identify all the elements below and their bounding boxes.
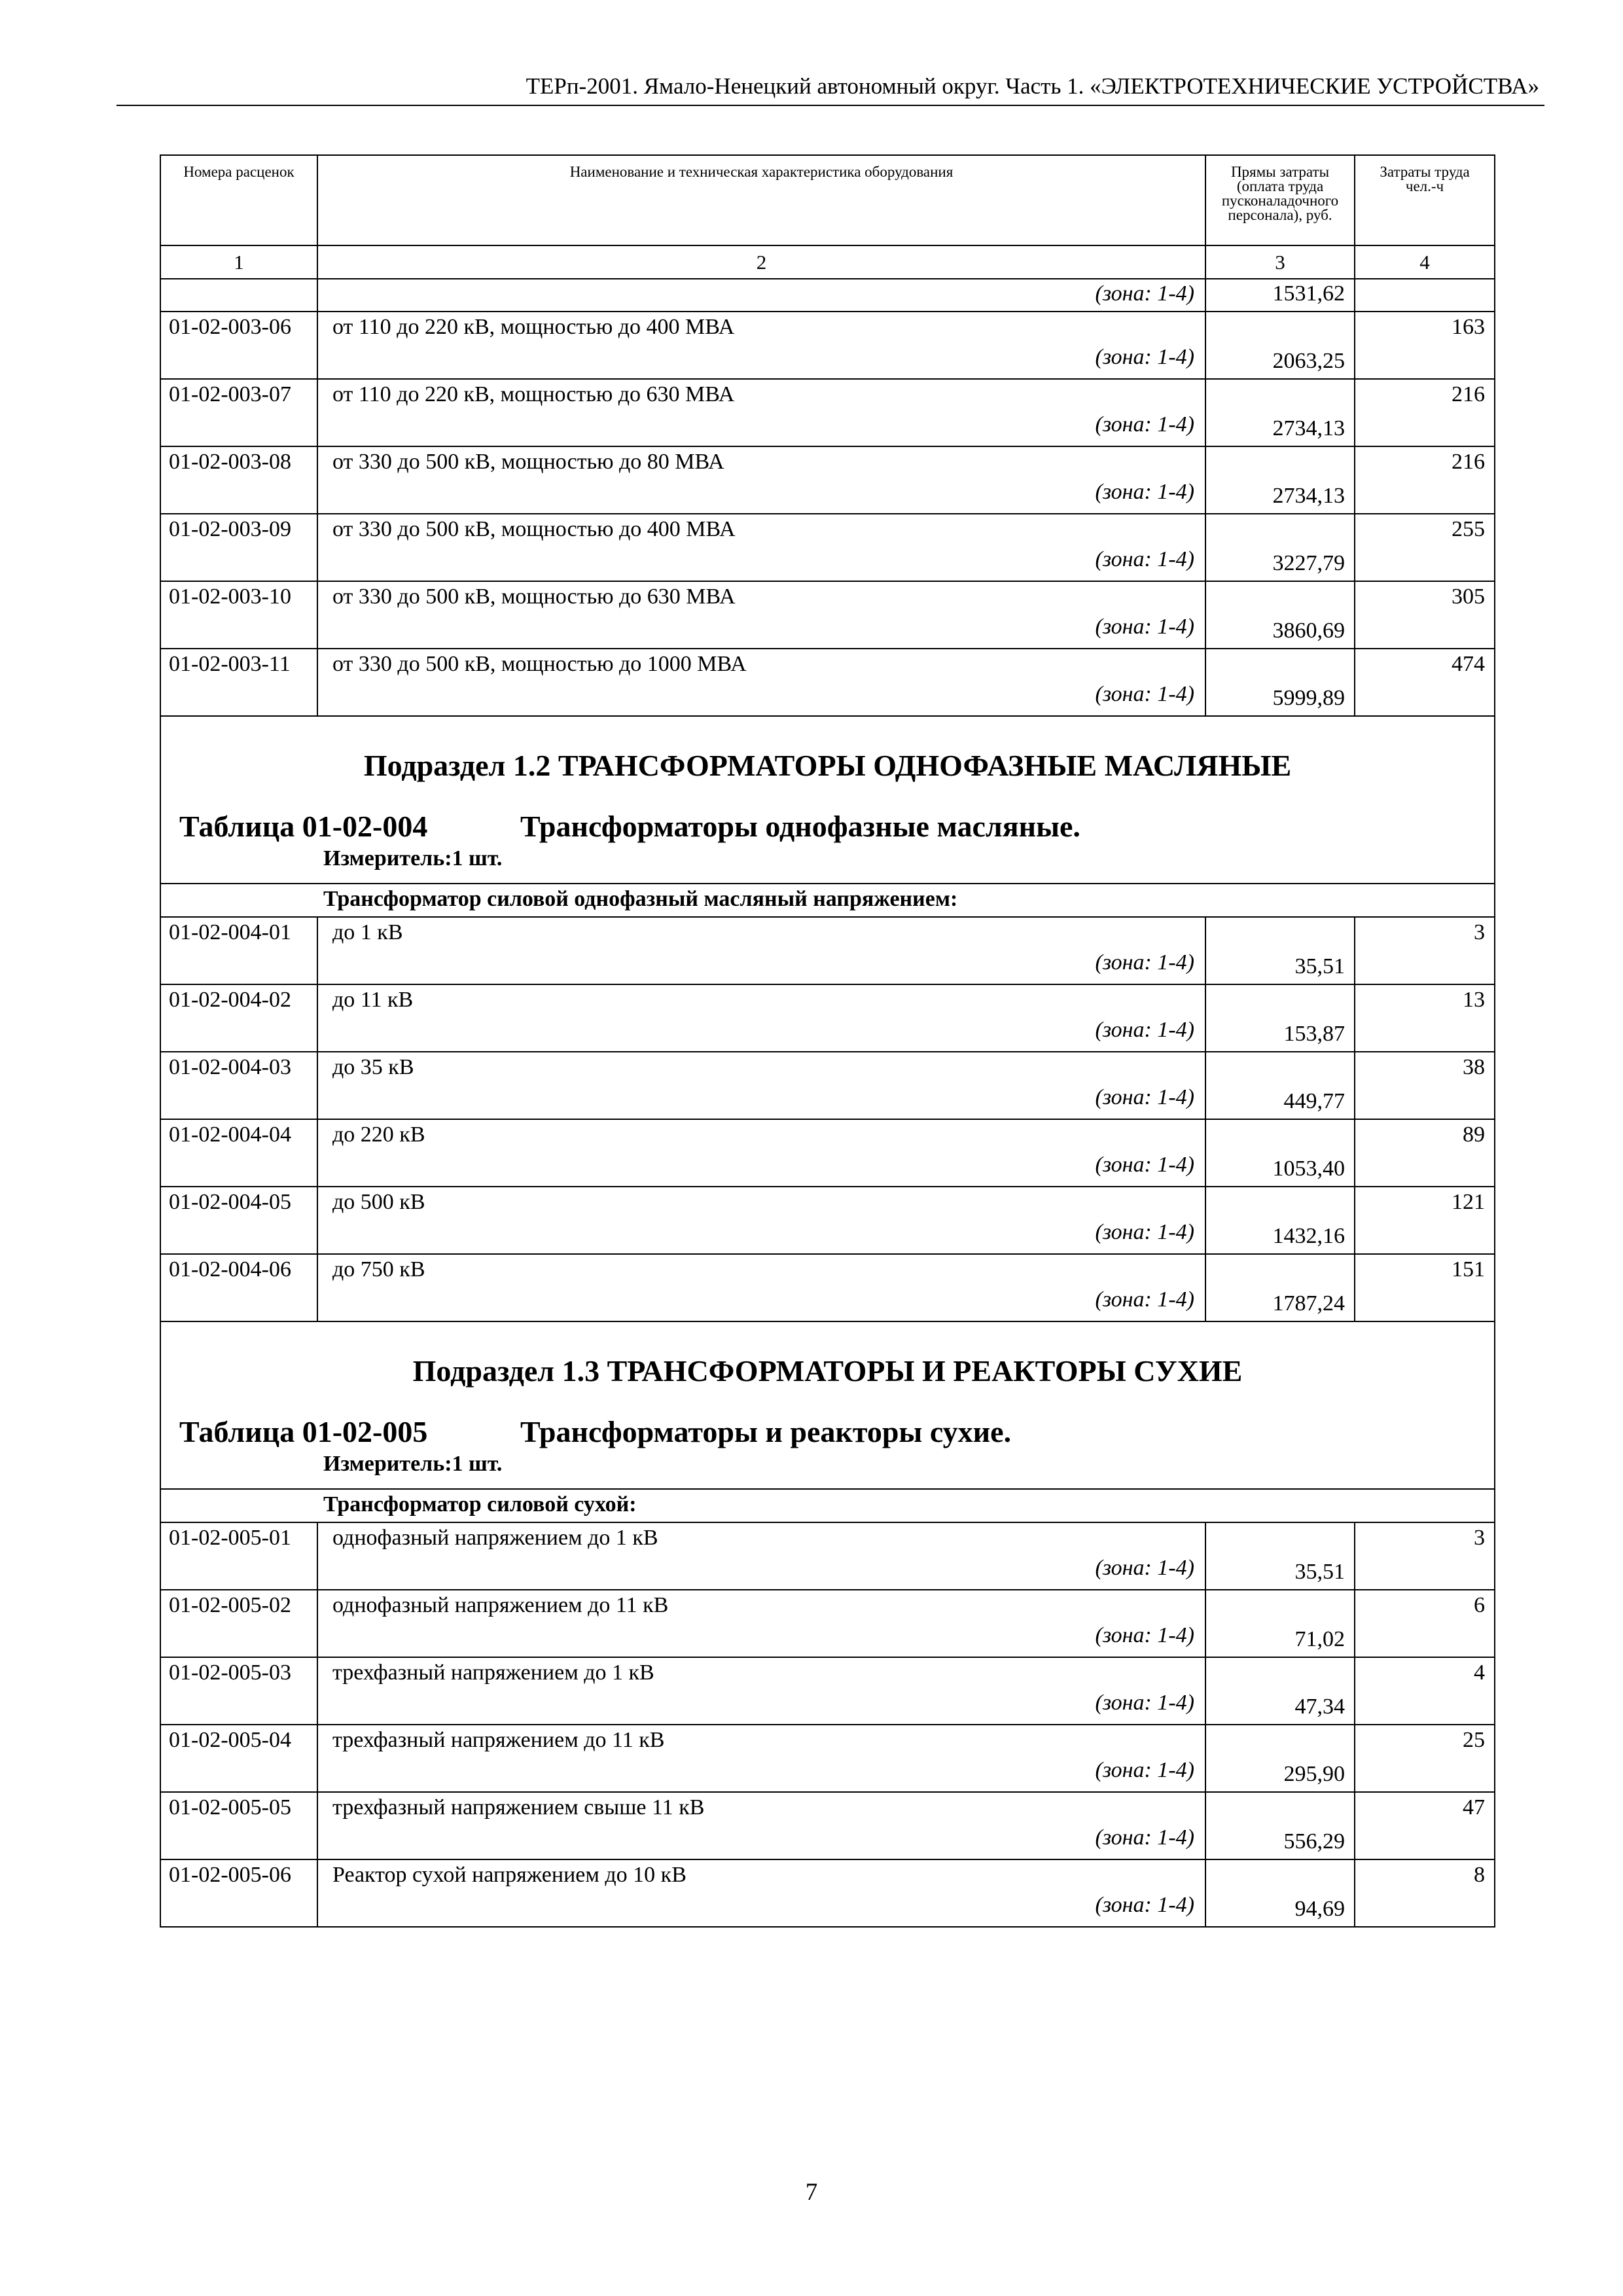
labor-cell [1355, 917, 1495, 984]
name-cell [317, 1052, 1205, 1119]
cost-cell [1205, 1859, 1355, 1927]
code-cell [160, 1522, 317, 1590]
rate-code: 01-02-004-02 [169, 988, 291, 1012]
continuation-row [160, 279, 1495, 312]
labor-cell [1355, 514, 1495, 581]
table-row [160, 1859, 1495, 1927]
cost-cell [1205, 1187, 1355, 1254]
equipment-name: от 110 до 220 кВ, мощностью до 630 МВА [332, 382, 735, 406]
cost-cell [1205, 279, 1355, 312]
name-cell [317, 446, 1205, 514]
labor-cell [1355, 1254, 1495, 1321]
labor-value: 38 [1463, 1055, 1485, 1079]
table-row [160, 514, 1495, 581]
cost-value: 3227,79 [1272, 551, 1345, 575]
labor-value: 47 [1463, 1795, 1485, 1820]
header-col-cost: Прямы затраты (оплата труда пусконаладочного персонала), руб. [1205, 155, 1355, 245]
table-row [160, 1657, 1495, 1725]
name-cell [317, 649, 1205, 716]
labor-value: 13 [1463, 988, 1485, 1012]
labor-cell [1355, 446, 1495, 514]
labor-cell [1355, 1725, 1495, 1792]
labor-cell [1355, 1187, 1495, 1254]
cost-value: 1531,62 [1272, 281, 1345, 306]
section-title: Подраздел 1.2 ТРАНСФОРМАТОРЫ ОДНОФАЗНЫЕ МАСЛЯНЫЕ [363, 749, 1292, 782]
cost-value: 35,51 [1294, 1560, 1345, 1584]
rate-code: 01-02-005-01 [169, 1526, 291, 1550]
labor-value: 151 [1452, 1257, 1485, 1282]
name-cell [317, 1522, 1205, 1590]
table-row [160, 1052, 1495, 1119]
labor-cell [1355, 1522, 1495, 1590]
labor-cell [1355, 649, 1495, 716]
table-row [160, 1187, 1495, 1254]
labor-cell [1355, 984, 1495, 1052]
rate-code: 01-02-003-11 [169, 652, 291, 676]
cost-cell [1205, 1522, 1355, 1590]
column-number: 1 [160, 245, 317, 279]
cost-cell [1205, 1590, 1355, 1657]
labor-value: 6 [1474, 1593, 1485, 1617]
cost-value: 1787,24 [1272, 1291, 1345, 1316]
equipment-name: до 750 кВ [332, 1257, 425, 1282]
zone-label: (зона: 1-4) [1095, 1220, 1194, 1244]
labor-cell [1355, 312, 1495, 379]
table-row [160, 379, 1495, 446]
code-cell [160, 1859, 317, 1927]
header-col-codes: Номера расценок [160, 155, 317, 245]
name-cell [317, 984, 1205, 1052]
labor-value: 8 [1474, 1863, 1485, 1887]
name-cell [317, 1187, 1205, 1254]
zone-label: (зона: 1-4) [1095, 345, 1194, 369]
table-row [160, 446, 1495, 514]
equipment-name: трехфазный напряжением до 11 кВ [332, 1728, 665, 1752]
zone-label: (зона: 1-4) [1095, 615, 1194, 639]
equipment-name: до 1 кВ [332, 920, 403, 944]
zone-label: (зона: 1-4) [1095, 1825, 1194, 1850]
equipment-name: однофазный напряжением до 1 кВ [332, 1526, 658, 1550]
name-cell [317, 581, 1205, 649]
group-label: Трансформатор силовой однофазный масляный напряжением: [323, 887, 958, 911]
labor-cell [1355, 1792, 1495, 1859]
rate-code: 01-02-003-10 [169, 584, 291, 609]
code-cell [160, 1254, 317, 1321]
table-row [160, 984, 1495, 1052]
section-title: Подраздел 1.3 ТРАНСФОРМАТОРЫ И РЕАКТОРЫ СУХИЕ [412, 1354, 1243, 1388]
rate-code: 01-02-005-04 [169, 1728, 291, 1752]
equipment-name: до 35 кВ [332, 1055, 414, 1079]
running-header [116, 73, 1544, 106]
zone-label: (зона: 1-4) [1095, 950, 1194, 975]
table-row [160, 581, 1495, 649]
measure-unit: Измеритель:1 шт. [323, 846, 503, 870]
zone-label: (зона: 1-4) [1095, 1018, 1194, 1042]
group-row [160, 884, 1495, 917]
zone-label: (зона: 1-4) [1095, 1287, 1194, 1312]
name-cell [317, 1792, 1205, 1859]
zone-label: (зона: 1-4) [1095, 412, 1194, 437]
equipment-name: от 330 до 500 кВ, мощностью до 80 МВА [332, 450, 724, 474]
labor-cell [1355, 1859, 1495, 1927]
zone-label: (зона: 1-4) [1095, 480, 1194, 504]
equipment-name: до 11 кВ [332, 988, 414, 1012]
labor-value: 216 [1452, 450, 1485, 474]
labor-value: 4 [1474, 1660, 1485, 1685]
labor-cell [1355, 1590, 1495, 1657]
cost-cell [1205, 649, 1355, 716]
table-003-rows [160, 312, 1495, 716]
header-col-labor: Затраты труда чел.-ч [1355, 155, 1495, 245]
rate-code: 01-02-003-08 [169, 450, 291, 474]
labor-value: 163 [1452, 315, 1485, 339]
cost-cell [1205, 1792, 1355, 1859]
code-cell [160, 379, 317, 446]
rate-code: 01-02-004-04 [169, 1122, 291, 1147]
cost-cell [1205, 1254, 1355, 1321]
table-row [160, 1119, 1495, 1187]
code-cell [160, 1725, 317, 1792]
cost-cell [1205, 1052, 1355, 1119]
labor-cell [1355, 1657, 1495, 1725]
code-cell [160, 1187, 317, 1254]
code-cell [160, 1792, 317, 1859]
equipment-name: трехфазный напряжением свыше 11 кВ [332, 1795, 705, 1820]
cost-cell [1205, 379, 1355, 446]
header-col-name: Наименование и техническая характеристика оборудования [317, 155, 1205, 245]
table-004-rows [160, 917, 1495, 1321]
rate-code: 01-02-004-05 [169, 1190, 291, 1214]
cost-value: 47,34 [1294, 1695, 1345, 1719]
cost-cell [1205, 581, 1355, 649]
column-number: 4 [1355, 245, 1495, 279]
cost-cell [1205, 917, 1355, 984]
labor-cell [1355, 1119, 1495, 1187]
zone-label: (зона: 1-4) [1095, 547, 1194, 571]
table-header-row [160, 155, 1495, 245]
rate-code: 01-02-004-06 [169, 1257, 291, 1282]
name-cell [317, 1119, 1205, 1187]
name-cell [317, 1725, 1205, 1792]
equipment-name: однофазный напряжением до 11 кВ [332, 1593, 669, 1617]
table-code: Таблица 01-02-005 [179, 1415, 428, 1448]
rate-code: 01-02-005-03 [169, 1660, 291, 1685]
cost-value: 556,29 [1283, 1829, 1345, 1854]
table-title [179, 809, 1080, 844]
cost-cell [1205, 1119, 1355, 1187]
zone-label: (зона: 1-4) [1095, 1893, 1194, 1917]
code-cell [160, 984, 317, 1052]
section-1-2-header [160, 716, 1495, 884]
cost-value: 449,77 [1283, 1089, 1345, 1113]
table-row [160, 1792, 1495, 1859]
zone-label: (зона: 1-4) [1095, 1153, 1194, 1177]
rate-code: 01-02-003-06 [169, 315, 291, 339]
name-cell [317, 279, 1205, 312]
labor-value: 25 [1463, 1728, 1485, 1752]
labor-cell [1355, 1052, 1495, 1119]
zone-label: (зона: 1-4) [1095, 682, 1194, 706]
labor-value: 305 [1452, 584, 1485, 609]
column-number-row [160, 245, 1495, 279]
section-1-3-header [160, 1321, 1495, 1489]
table-005-rows [160, 1522, 1495, 1927]
column-number: 3 [1205, 245, 1355, 279]
zone-label: (зона: 1-4) [1095, 1556, 1194, 1580]
equipment-name: от 330 до 500 кВ, мощностью до 1000 МВА [332, 652, 747, 676]
cost-cell [1205, 1657, 1355, 1725]
zone-label: (зона: 1-4) [1095, 1085, 1194, 1109]
rate-code: 01-02-005-02 [169, 1593, 291, 1617]
cost-value: 1053,40 [1272, 1157, 1345, 1181]
table-row [160, 649, 1495, 716]
cost-value: 2734,13 [1272, 484, 1345, 508]
name-cell [317, 312, 1205, 379]
labor-cell [1355, 279, 1495, 312]
equipment-name: от 330 до 500 кВ, мощностью до 400 МВА [332, 517, 736, 541]
cost-value: 94,69 [1294, 1897, 1345, 1921]
cost-value: 295,90 [1283, 1762, 1345, 1786]
table-row [160, 1725, 1495, 1792]
zone-label: (зона: 1-4) [1095, 1758, 1194, 1782]
table-title [179, 1414, 1012, 1449]
code-cell [160, 649, 317, 716]
name-cell [317, 514, 1205, 581]
measure-unit: Измеритель:1 шт. [323, 1452, 503, 1476]
rate-code: 01-02-005-05 [169, 1795, 291, 1820]
labor-value: 3 [1474, 920, 1485, 944]
rate-code: 01-02-004-01 [169, 920, 291, 944]
page-number: 7 [805, 2179, 818, 2206]
table-name: Трансформаторы однофазные масляные. [520, 810, 1080, 843]
name-cell [317, 1859, 1205, 1927]
labor-value: 216 [1452, 382, 1485, 406]
table-row [160, 312, 1495, 379]
rate-code: 01-02-003-07 [169, 382, 291, 406]
equipment-name: Реактор сухой напряжением до 10 кВ [332, 1863, 687, 1887]
labor-value: 121 [1452, 1190, 1485, 1214]
code-cell [160, 279, 317, 312]
zone-label: (зона: 1-4) [1095, 1691, 1194, 1715]
name-cell [317, 1657, 1205, 1725]
zone-label: (зона: 1-4) [1095, 281, 1194, 306]
table-code: Таблица 01-02-004 [179, 810, 428, 843]
table-name: Трансформаторы и реакторы сухие. [520, 1415, 1012, 1448]
code-cell [160, 514, 317, 581]
cost-cell [1205, 312, 1355, 379]
name-cell [317, 917, 1205, 984]
name-cell [317, 1590, 1205, 1657]
code-cell [160, 1657, 317, 1725]
labor-cell [1355, 581, 1495, 649]
cost-value: 2734,13 [1272, 416, 1345, 440]
name-cell [317, 1254, 1205, 1321]
rates-table [160, 154, 1495, 1928]
cost-value: 35,51 [1294, 954, 1345, 978]
labor-value: 255 [1452, 517, 1485, 541]
equipment-name: до 220 кВ [332, 1122, 425, 1147]
rate-code: 01-02-004-03 [169, 1055, 291, 1079]
labor-cell [1355, 379, 1495, 446]
labor-value: 3 [1474, 1526, 1485, 1550]
group-row [160, 1489, 1495, 1522]
code-cell [160, 1052, 317, 1119]
header-rule [116, 105, 1544, 106]
code-cell [160, 1119, 317, 1187]
cost-value: 2063,25 [1272, 349, 1345, 373]
equipment-name: от 330 до 500 кВ, мощностью до 630 МВА [332, 584, 736, 609]
code-cell [160, 312, 317, 379]
table-row [160, 1590, 1495, 1657]
cost-value: 3860,69 [1272, 619, 1345, 643]
cost-value: 5999,89 [1272, 686, 1345, 710]
code-cell [160, 581, 317, 649]
cost-cell [1205, 1725, 1355, 1792]
cost-cell [1205, 514, 1355, 581]
equipment-name: от 110 до 220 кВ, мощностью до 400 МВА [332, 315, 735, 339]
equipment-name: трехфазный напряжением до 1 кВ [332, 1660, 654, 1685]
labor-value: 474 [1452, 652, 1485, 676]
table-row [160, 1522, 1495, 1590]
labor-value: 89 [1463, 1122, 1485, 1147]
cost-cell [1205, 984, 1355, 1052]
name-cell [317, 379, 1205, 446]
group-label: Трансформатор силовой сухой: [323, 1492, 637, 1516]
code-cell [160, 446, 317, 514]
equipment-name: до 500 кВ [332, 1190, 425, 1214]
table-row [160, 917, 1495, 984]
rate-code: 01-02-003-09 [169, 517, 291, 541]
code-cell [160, 1590, 317, 1657]
rate-code: 01-02-005-06 [169, 1863, 291, 1887]
column-number: 2 [317, 245, 1205, 279]
header-title: ТЕРп-2001. Ямало-Ненецкий автономный округ. Часть 1. «ЭЛЕКТРОТЕХНИЧЕСКИЕ УСТРОЙСТВА» [526, 73, 1539, 99]
cost-value: 1432,16 [1272, 1224, 1345, 1248]
table-row [160, 1254, 1495, 1321]
zone-label: (зона: 1-4) [1095, 1623, 1194, 1647]
cost-value: 71,02 [1294, 1627, 1345, 1651]
code-cell [160, 917, 317, 984]
cost-value: 153,87 [1283, 1022, 1345, 1046]
cost-cell [1205, 446, 1355, 514]
